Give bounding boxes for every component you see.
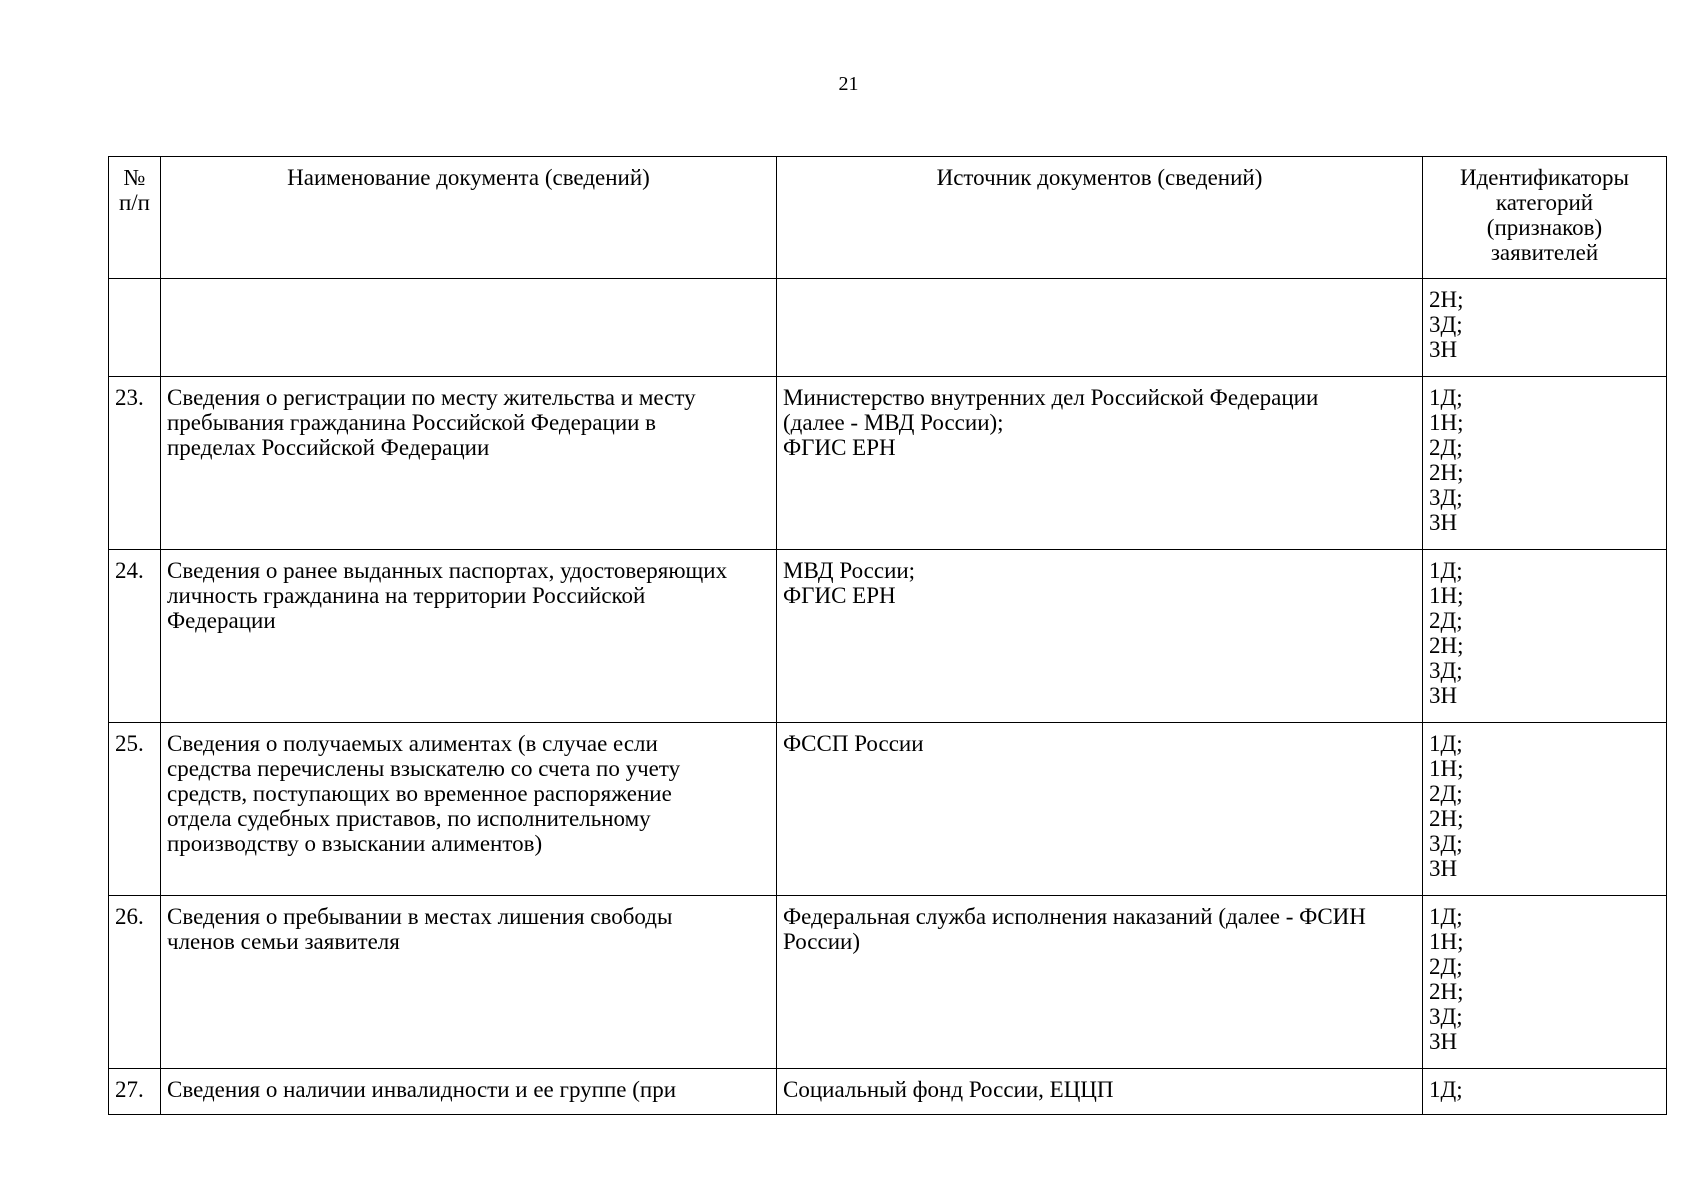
row-source: ФССП России (777, 723, 1423, 896)
row-number: 27. (109, 1069, 161, 1115)
header-source: Источник документов (сведений) (777, 157, 1423, 279)
row-identifiers: 1Д; 1Н; 2Д; 2Н; 3Д; 3Н (1423, 377, 1667, 550)
table-row (109, 896, 1667, 1069)
row-source: Министерство внутренних дел Российской Федерации (далее - МВД России); ФГИС ЕРН (777, 377, 1423, 550)
header-ids: Идентификаторы категорий (признаков) заявителей (1423, 157, 1667, 279)
table-row (109, 550, 1667, 723)
table-header-row (109, 157, 1667, 279)
row-document-name: Сведения о пребывании в местах лишения свободы членов семьи заявителя (161, 896, 777, 1069)
table-row (109, 377, 1667, 550)
row-identifiers: 1Д; 1Н; 2Д; 2Н; 3Д; 3Н (1423, 723, 1667, 896)
table-row (109, 1069, 1667, 1115)
row-source: МВД России; ФГИС ЕРН (777, 550, 1423, 723)
row-identifiers: 1Д; 1Н; 2Д; 2Н; 3Д; 3Н (1423, 550, 1667, 723)
row-document-name: Сведения о ранее выданных паспортах, удостоверяющих личность гражданина на территории Российской Федерации (161, 550, 777, 723)
header-num: № п/п (109, 157, 161, 279)
row-document-name: Сведения о регистрации по месту жительства и месту пребывания гражданина Российской Федерации в пределах Российской Федерации (161, 377, 777, 550)
row-source: Федеральная служба исполнения наказаний (далее - ФСИН России) (777, 896, 1423, 1069)
row-number: 25. (109, 723, 161, 896)
header-name: Наименование документа (сведений) (161, 157, 777, 279)
row-identifiers: 2Н; 3Д; 3Н (1423, 279, 1667, 377)
row-source: Социальный фонд России, ЕЦЦП (777, 1069, 1423, 1115)
row-number: 24. (109, 550, 161, 723)
row-document-name: Сведения о получаемых алиментах (в случае если средства перечислены взыскателю со счета по учету средств, поступающих во временное распоряжение отдела судебных приставов, по исполнительному производству о взыскании алиментов) (161, 723, 777, 896)
page-number: 21 (838, 73, 859, 95)
row-document-name: Сведения о наличии инвалидности и ее группе (при (161, 1069, 777, 1115)
documents-table (108, 156, 1667, 1115)
row-number (109, 279, 161, 377)
row-source (777, 279, 1423, 377)
table-row (109, 279, 1667, 377)
table-row (109, 723, 1667, 896)
row-number: 26. (109, 896, 161, 1069)
row-document-name (161, 279, 777, 377)
row-identifiers: 1Д; (1423, 1069, 1667, 1115)
row-number: 23. (109, 377, 161, 550)
row-identifiers: 1Д; 1Н; 2Д; 2Н; 3Д; 3Н (1423, 896, 1667, 1069)
